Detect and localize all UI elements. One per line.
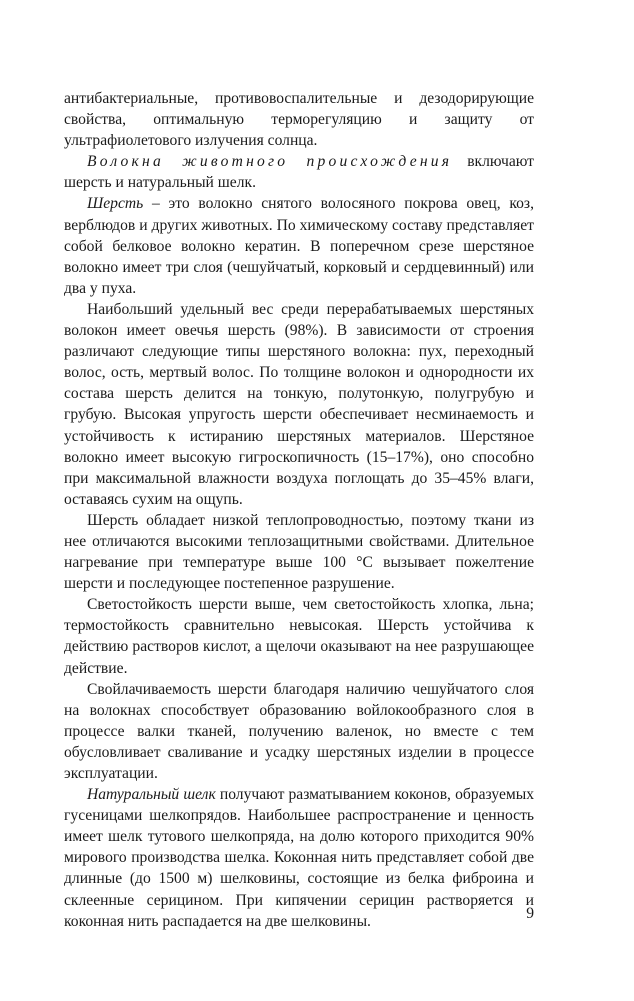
paragraph-wool-thermal — [64, 510, 534, 594]
paragraph-animal-fibers — [64, 151, 534, 193]
paragraph-text: Свойлачиваемость шерсти благодаря наличию чешуйчатого слоя на волокнах способствует образованию войлокообразного слоя в процессе валки тканей, получению валенок, но вместе с тем обусловливает сваливание и усадку шерстяных изделии в процессе эксплуатации. — [64, 680, 534, 782]
paragraph-natural-silk — [64, 784, 534, 932]
term-wool: Шерсть — [87, 195, 144, 213]
paragraph-text: Наибольший удельный вес среди перерабатываемых шерстяных волокон имеет овечья шерсть (98%). В зависимости от строения различают следующие типы шерстяного волокна: пух, переходный волос, ость, мертвый волос. По толщине волокон и однородности их состава шерсть делится на тонкую, полутонкую, полугрубую и грубую. Высокая упругость шерсти обеспечивает несминаемость и устойчивость к истиранию шерстяных материалов. Шерстяное волокно имеет высокую гигроскопичность (15–17%), оно способно при максимальной влажности воздуха поглощать до 35–45% влаги, оставаясь сухим на ощупь. — [64, 300, 534, 508]
paragraph-text: Светостойкость шерсти выше, чем светостойкость хлопка, льна; термостойкость сравнительно невысокая. Шерсть устойчива к действию растворов кислот, а щелочи оказывают на нее разрушающее действие. — [64, 596, 534, 677]
paragraph-wool-definition — [64, 193, 534, 298]
paragraph-wool-types — [64, 299, 534, 510]
paragraph-text: получают разматыванием коконов, образуемых гусеницами шелкопрядов. Наибольшее распространение и ценность имеет шелк тутового шелкопряда, на долю которого приходится 90% мирового производства шелка. Коконная нить представляет собой две длинные (до 1500 м) шелковины, состоящие из белка фиброина и склеенные серицином. При кипячении серицин растворяется и коконная нить распадается на две шелковины. — [64, 786, 535, 930]
paragraph-text: антибактериальные, противовоспалительные и дезодорирующие свойства, оптимальную терморегуляцию и защиту от ультрафиолетового излучения солнца. — [64, 90, 534, 150]
paragraph-text: включают шерсть и натуральный шелк. — [64, 153, 534, 192]
paragraph-wool-lightfastness — [64, 594, 534, 678]
page-number: 9 — [526, 905, 534, 922]
paragraph-text: – это волокно снятого волосяного покрова овец, коз, верблюдов и других животных. По химическому составу представляет собой белковое волокно кератин. В поперечном срезе шерстяное волокно имеет три слоя (чешуйчатый, корковый и сердцевинный) или два у пуха. — [64, 195, 534, 297]
paragraph-text: Шерсть обладает низкой теплопроводностью, поэтому ткани из нее отличаются высокими теплозащитными свойствами. Длительное нагревание при температуре выше 100 °С вызывает пожелтение шерсти и последующее постепенное разрушение. — [64, 511, 534, 593]
term-natural-silk: Натуральный шелк — [87, 786, 216, 804]
term-animal-fibers: Волокна животного происхождения — [87, 153, 453, 171]
paragraph-wool-felting — [64, 679, 534, 784]
page-body-text — [64, 88, 534, 932]
paragraph-antibacterial-properties — [64, 88, 534, 151]
